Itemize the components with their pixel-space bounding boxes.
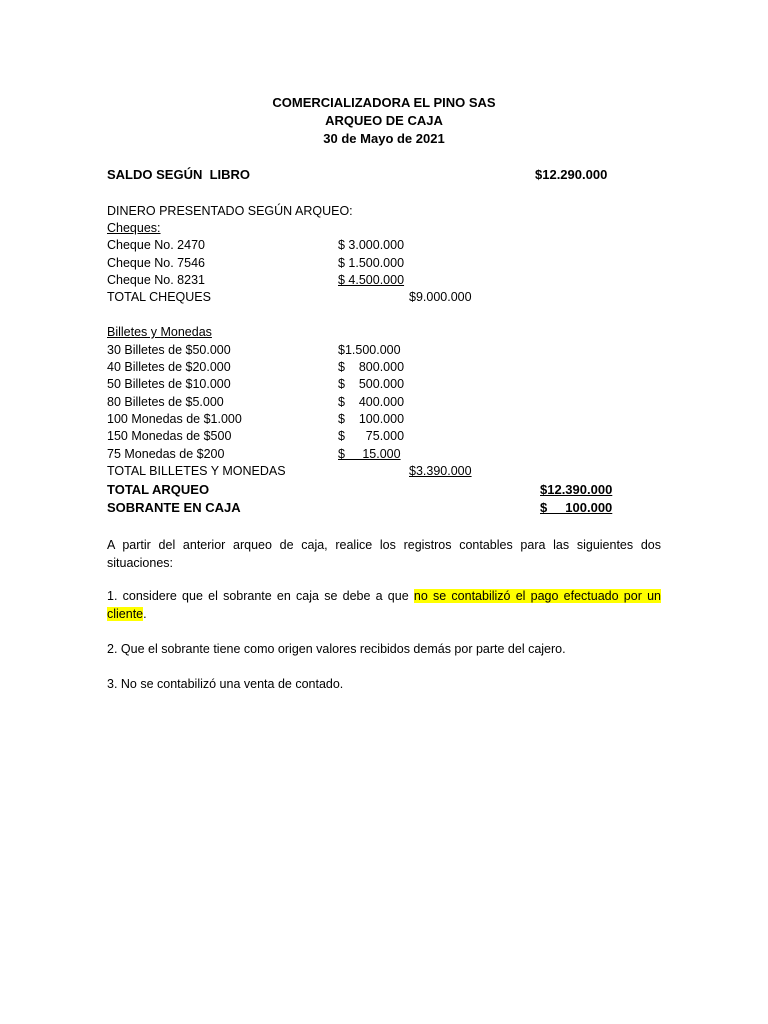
- billete-value: $ 400.000: [338, 395, 405, 409]
- billete-label: 40 Billetes de $20.000: [107, 360, 231, 374]
- cheque-label: Cheque No. 8231: [107, 273, 205, 287]
- situacion-1-highlight: no se contabilizó el pago efectuado por un cliente: [107, 589, 661, 621]
- moneda-value: $ 15.000: [338, 447, 401, 461]
- situacion-1-suffix: .: [143, 607, 147, 621]
- document-date: 30 de Mayo de 2021: [323, 131, 445, 146]
- total-arqueo-label: TOTAL ARQUEO: [107, 482, 210, 497]
- total-arqueo-value: $12.390.000: [540, 482, 613, 497]
- moneda-value: $ 75.000: [338, 429, 405, 443]
- document-title: ARQUEO DE CAJA: [325, 113, 443, 128]
- intro-paragraph: A partir del anterior arqueo de caja, realice los registros contables para las siguientes dos situaciones:: [107, 538, 661, 570]
- total-billetes-label: TOTAL BILLETES Y MONEDAS: [107, 464, 286, 478]
- situacion-1: [107, 587, 661, 623]
- moneda-value: $ 100.000: [338, 412, 405, 426]
- billete-value: $1.500.000: [338, 343, 401, 357]
- cheque-label: Cheque No. 2470: [107, 238, 205, 252]
- billete-value: $ 800.000: [338, 360, 405, 374]
- cheque-value: $ 3.000.000: [338, 238, 405, 252]
- situacion-2: 2. Que el sobrante tiene como origen valores recibidos demás por parte del cajero.: [107, 642, 566, 656]
- saldo-value: $12.290.000: [535, 167, 608, 182]
- billete-label: 30 Billetes de $50.000: [107, 343, 231, 357]
- billete-value: $ 500.000: [338, 377, 405, 391]
- cheque-value: $ 4.500.000: [338, 273, 405, 287]
- billete-label: 50 Billetes de $10.000: [107, 377, 231, 391]
- billete-label: 80 Billetes de $5.000: [107, 395, 224, 409]
- billetes-heading: Billetes y Monedas: [107, 325, 212, 339]
- situacion-3: 3. No se contabilizó una venta de contado.: [107, 677, 344, 691]
- sobrante-value: $ 100.000: [540, 500, 613, 515]
- sobrante-label: SOBRANTE EN CAJA: [107, 500, 241, 515]
- total-cheques-value: $9.000.000: [409, 290, 472, 304]
- company-name: COMERCIALIZADORA EL PINO SAS: [272, 95, 496, 110]
- total-billetes-value: $3.390.000: [409, 464, 472, 478]
- moneda-label: 75 Monedas de $200: [107, 447, 225, 461]
- cheque-value: $ 1.500.000: [338, 256, 405, 270]
- total-cheques-label: TOTAL CHEQUES: [107, 290, 211, 304]
- moneda-label: 100 Monedas de $1.000: [107, 412, 242, 426]
- saldo-label: SALDO SEGÚN LIBRO: [107, 167, 251, 182]
- cheques-heading: Cheques:: [107, 221, 161, 235]
- cheque-label: Cheque No. 7546: [107, 256, 205, 270]
- dinero-presentado-label: DINERO PRESENTADO SEGÚN ARQUEO:: [107, 204, 353, 218]
- situacion-1-prefix: 1. considere que el sobrante en caja se debe a que: [107, 589, 414, 603]
- moneda-label: 150 Monedas de $500: [107, 429, 232, 443]
